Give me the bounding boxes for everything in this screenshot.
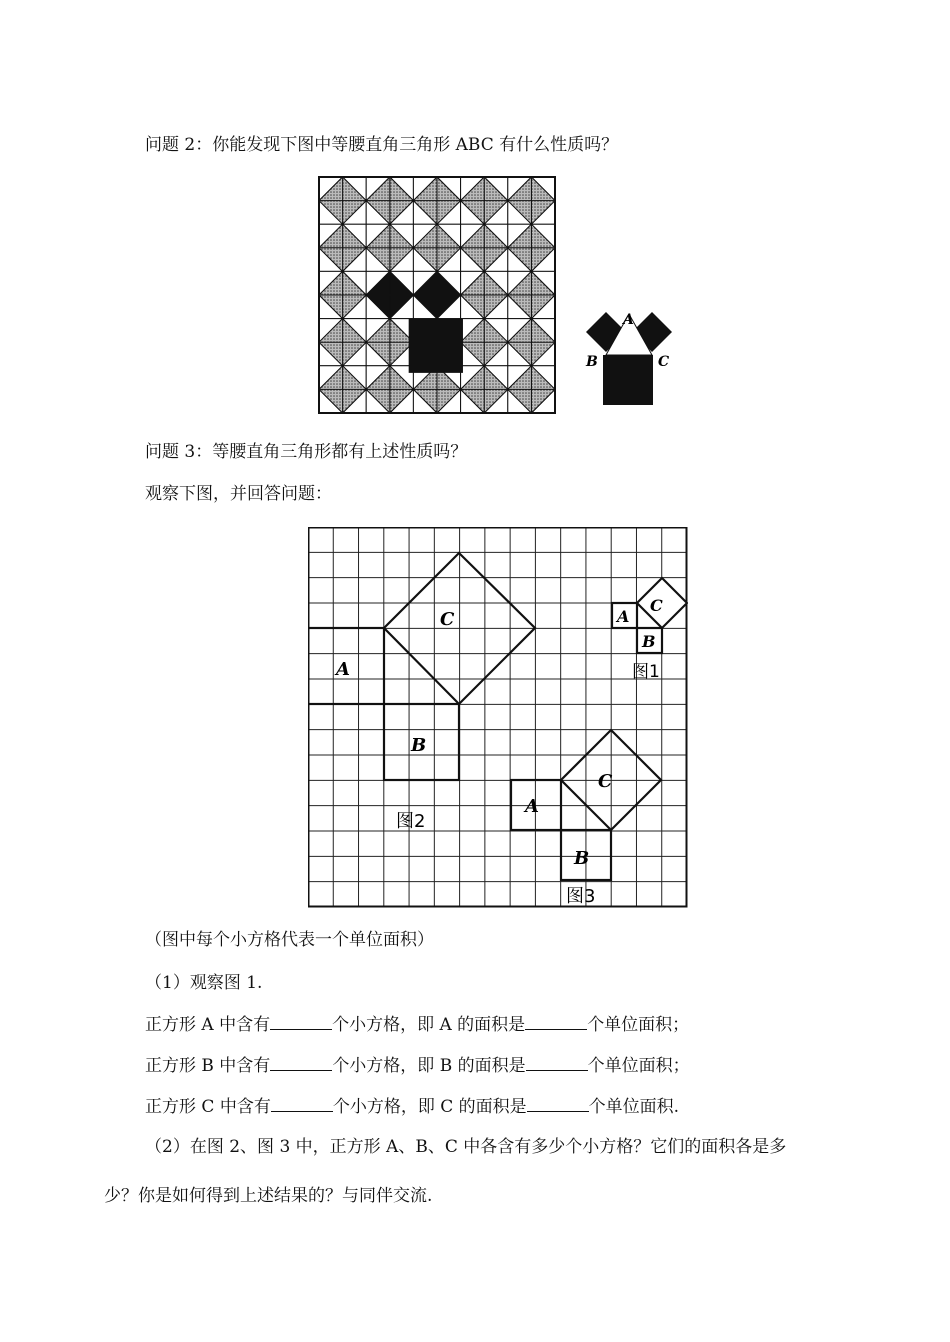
blank-a-count [270, 1015, 332, 1030]
fig1-label-b: B [642, 632, 656, 651]
grid-figure [308, 527, 688, 908]
fig3-label-c: C [598, 771, 613, 792]
fig2-label-c: C [440, 609, 455, 630]
fig2-caption: 图2 [396, 811, 426, 832]
unit-note: （图中每个小方格代表一个单位面积） [145, 930, 434, 950]
blank-c-area [527, 1097, 589, 1112]
row-square-c: 正方形 C 中含有 个小方格，即 C 的面积是 个单位面积. [145, 1097, 680, 1117]
square-c [603, 355, 653, 405]
fig1-label-c: C [650, 596, 663, 615]
label-c: C [658, 354, 670, 370]
question-2: 问题 2：你能发现下图中等腰直角三角形 ABC 有什么性质吗？ [145, 135, 619, 155]
fig2-label-a: A [336, 659, 350, 680]
fig3-label-a: A [525, 796, 539, 817]
blank-b-count [270, 1056, 332, 1071]
fig3-caption: 图3 [566, 886, 596, 907]
part-2-line-2: 少？你是如何得到上述结果的？与同伴交流. [104, 1186, 433, 1206]
triangle-abc-figure [582, 308, 692, 408]
fig1-label-a: A [617, 607, 630, 626]
tiled-triangles-figure [318, 176, 556, 414]
row-square-b: 正方形 B 中含有 个小方格，即 B 的面积是 个单位面积； [145, 1056, 690, 1076]
blank-a-area [525, 1015, 587, 1030]
label-a: A [623, 312, 634, 328]
blank-c-count [271, 1097, 333, 1112]
part-2-line-1: （2）在图 2、图 3 中，正方形 A、B、C 中各含有多少个小方格？它们的面积各是多 [145, 1137, 787, 1157]
fig3-label-b: B [574, 848, 590, 869]
question-3: 问题 3：等腰直角三角形都有上述性质吗？ [145, 442, 468, 462]
row-square-a: 正方形 A 中含有 个小方格，即 A 的面积是 个单位面积； [145, 1015, 690, 1035]
blank-b-area [526, 1056, 588, 1071]
observe-instruction: 观察下图，并回答问题： [145, 484, 332, 504]
part-1-heading: （1）观察图 1. [145, 973, 263, 993]
fig2-label-b: B [411, 735, 427, 756]
fig1-caption: 图1 [632, 662, 660, 682]
label-b: B [586, 354, 598, 370]
